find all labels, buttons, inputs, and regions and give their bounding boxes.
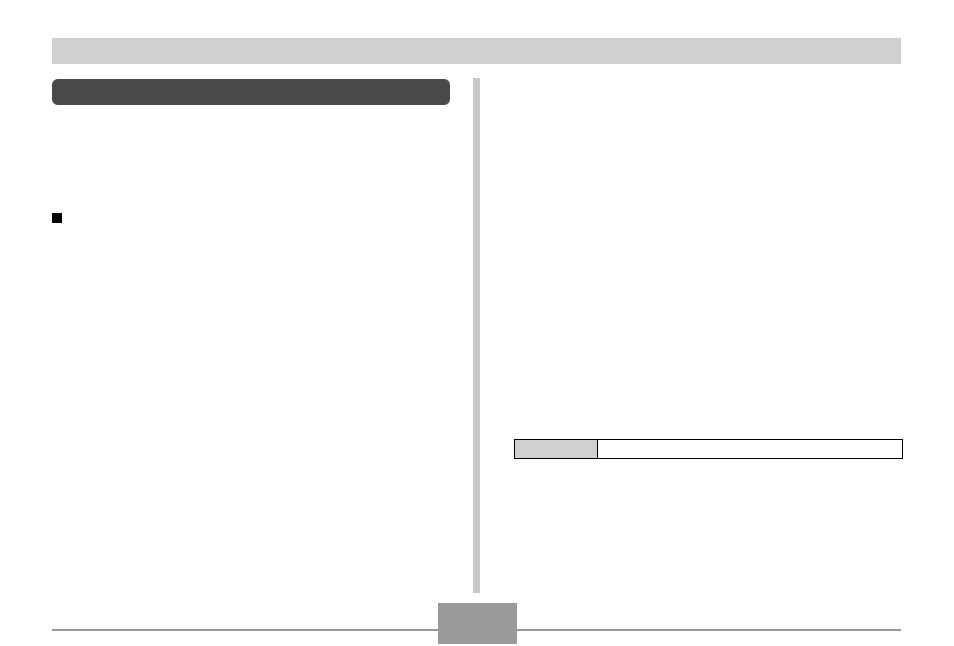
data-size-value [598, 440, 903, 459]
square-bullet-icon [52, 213, 62, 223]
movies-data-size-table [514, 439, 903, 459]
data-size-label [515, 440, 598, 459]
title-bar [52, 79, 450, 105]
page-number-box [438, 603, 517, 644]
column-divider [473, 78, 480, 593]
appendix-header-bar [52, 38, 901, 64]
camera-functions-heading [52, 210, 66, 226]
